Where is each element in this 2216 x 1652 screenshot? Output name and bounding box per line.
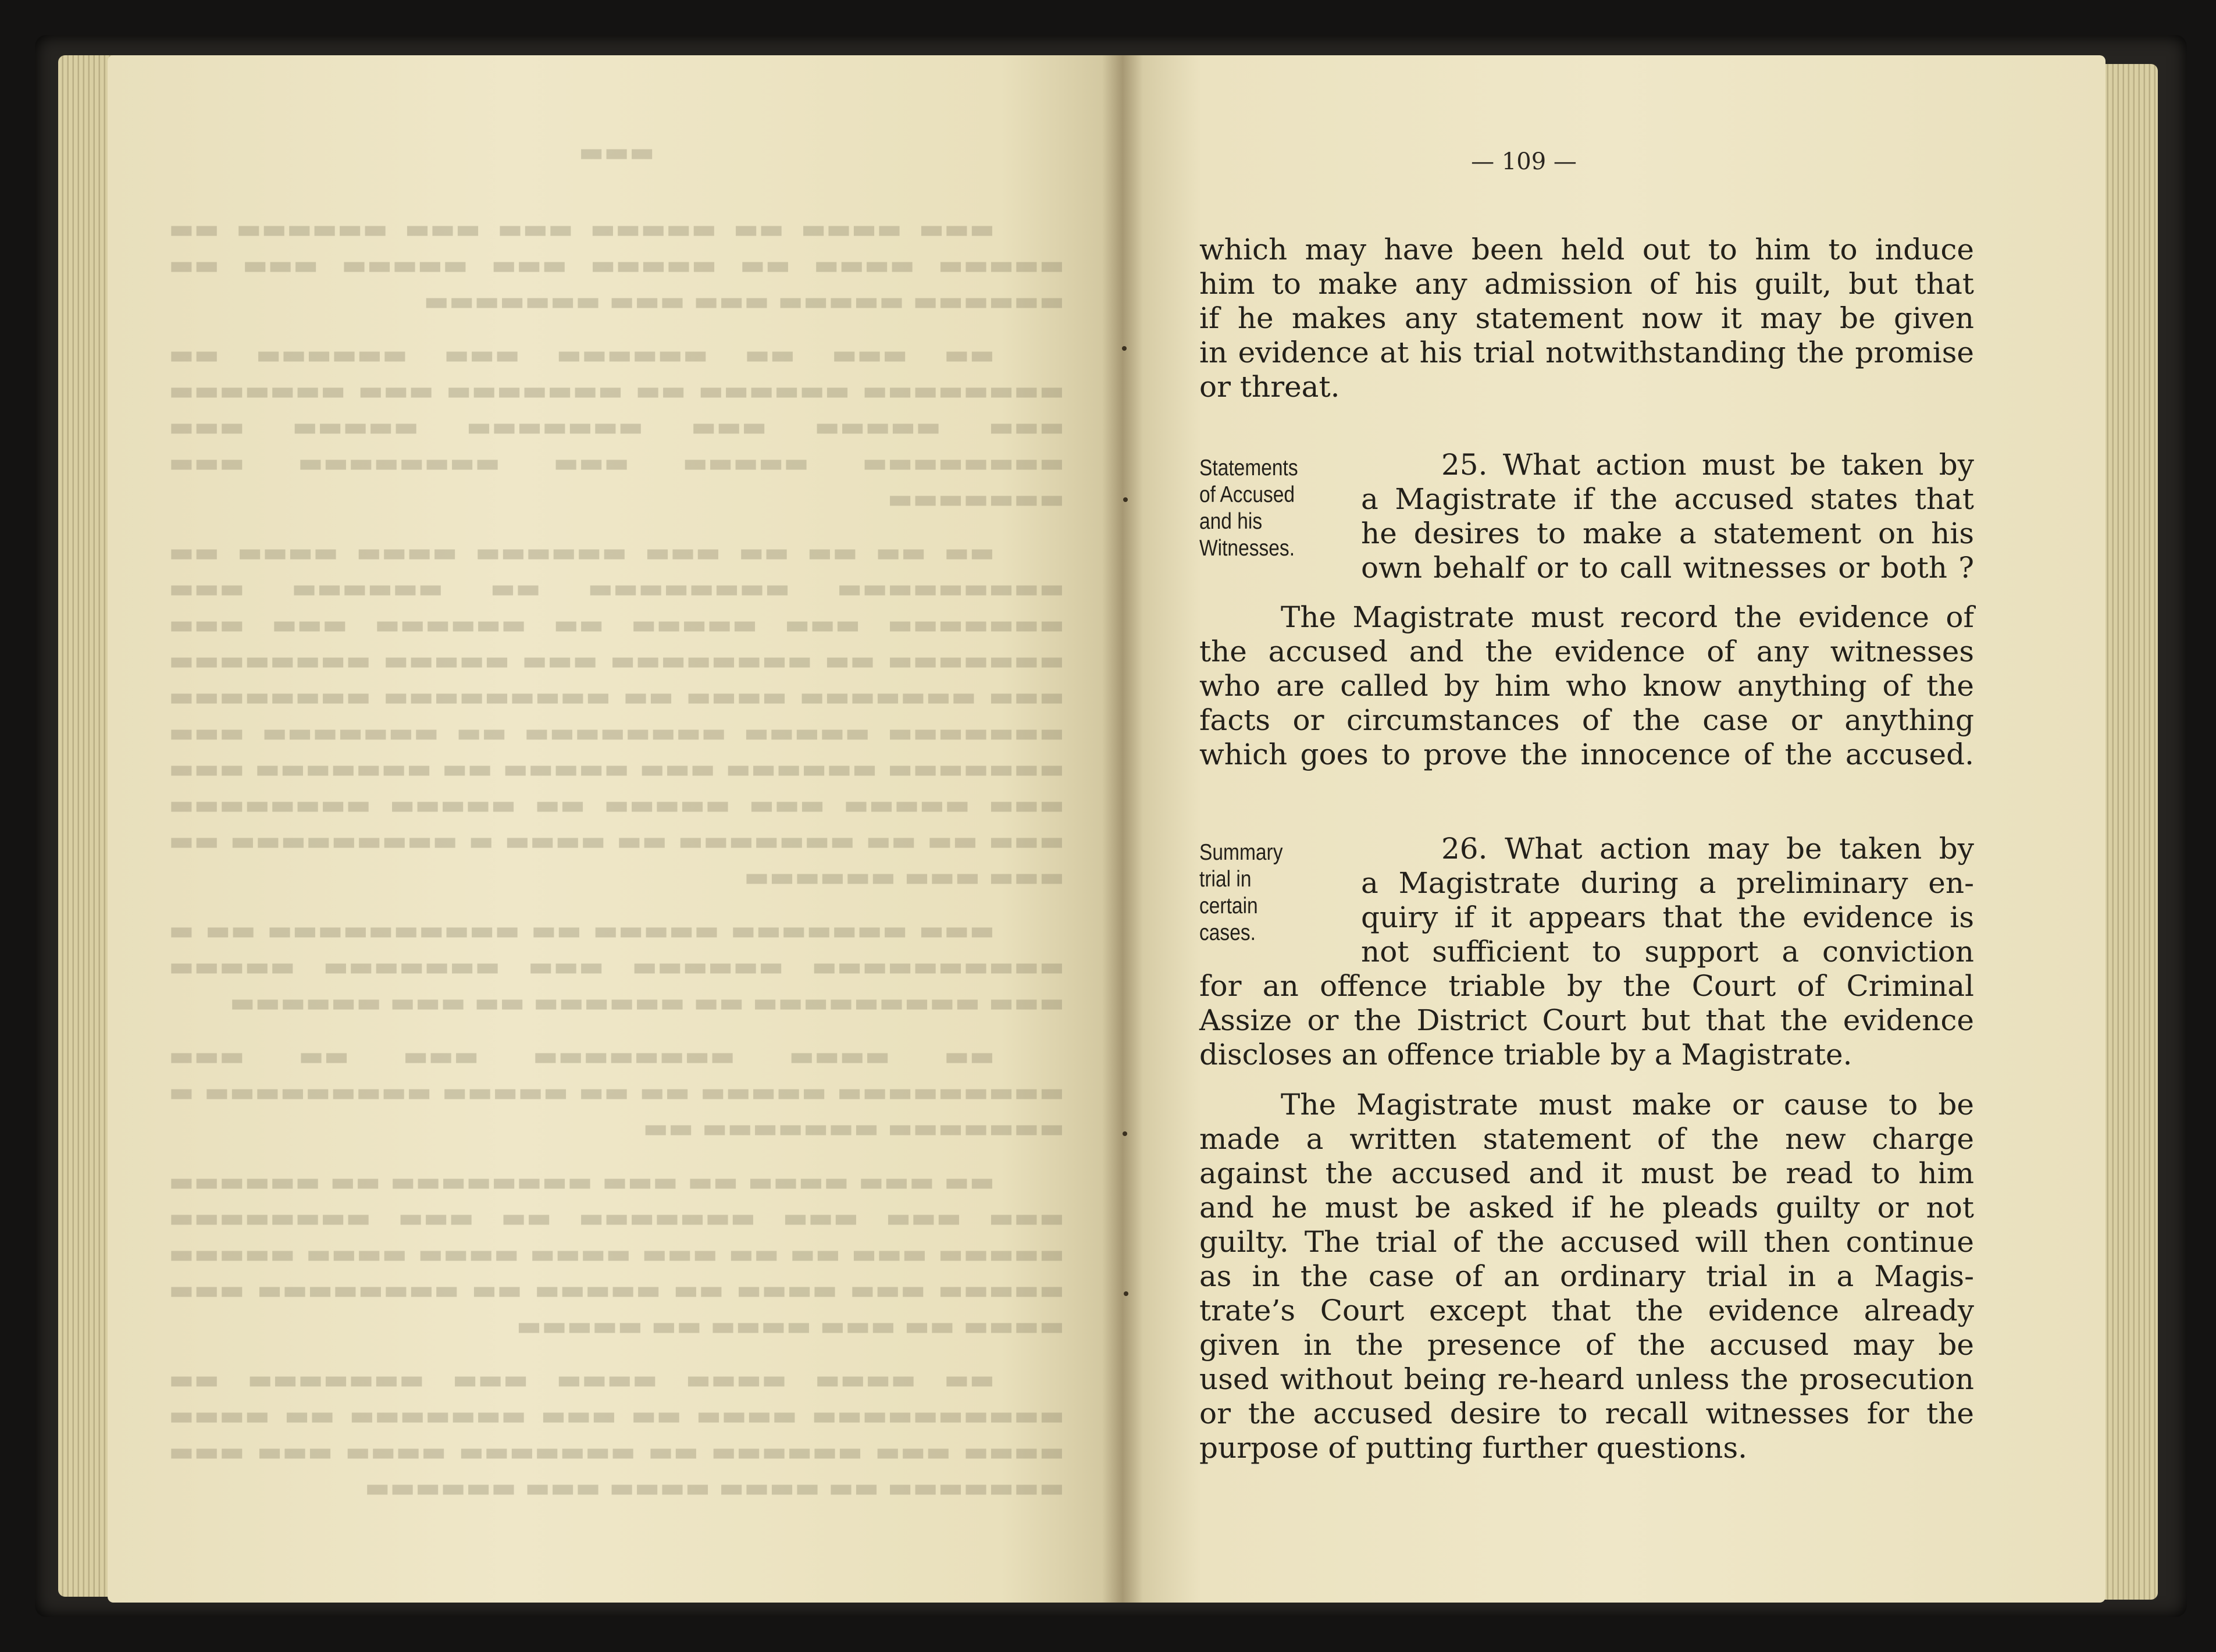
text-line: the accused and the evidence of any witnesses	[1199, 635, 1974, 668]
text-line: The Magistrate must make or cause to be	[1281, 1088, 1974, 1121]
text-line: and he must be asked if he pleads guilty or not	[1199, 1191, 1974, 1224]
text-line: own behalf or to call witnesses or both ?	[1361, 551, 1974, 585]
margin-note-line: trial in	[1199, 867, 1252, 892]
text-line: which may have been held out to him to induce	[1199, 233, 1974, 266]
margin-note-line: Summary	[1199, 840, 1283, 865]
margin-note-line: Witnesses.	[1199, 536, 1295, 561]
margin-note-line: of Accused	[1199, 482, 1295, 507]
question-25	[1361, 448, 1974, 585]
text-line: or the accused desire to recall witnesses for the	[1199, 1397, 1974, 1430]
text-line: not sufficient to support a conviction	[1361, 935, 1974, 969]
text-line: used without being re-heard unless the prosecution	[1199, 1362, 1974, 1396]
stitch-mark	[1122, 346, 1127, 351]
text-line: purpose of putting further questions.	[1199, 1431, 1748, 1465]
page-number: — 109 —	[1471, 148, 1577, 175]
text-line: guilty. The trial of the accused will then continue	[1199, 1225, 1974, 1259]
text-line: facts or circumstances of the case or anything	[1199, 703, 1974, 737]
stitch-mark	[1123, 497, 1128, 502]
left-page-bleed-through: ▬▬▬ ▬▬▬ ▬▬▬▬ ▬▬ ▬▬▬▬▬ ▬▬▬ ▬▬▬ ▬▬▬▬▬▬ ▬▬ ▬▬▬▬▬ ▬▬▬▬ ▬▬ ▬▬▬▬▬ ▬▬▬ ▬▬▬▬▬ ▬▬▬ ▬▬ ▬▬▬▬▬▬ ▬▬▬▬▬ ▬▬▬ ▬▬▬ ▬▬▬▬▬▬▬ ▬▬ ▬▬▬ ▬▬ ▬▬▬▬▬▬ ▬▬▬ ▬▬▬▬▬▬ ▬▬ ▬▬▬▬▬▬▬▬ ▬▬▬▬▬▬ ▬▬ ▬▬▬▬▬▬▬ ▬▬▬ ▬▬▬▬▬▬▬ ▬▬▬ ▬▬▬▬▬ ▬▬▬ ▬▬▬▬▬▬▬ ▬▬▬▬▬ ▬▬▬ ▬▬▬▬▬▬▬▬ ▬▬▬▬▬ ▬▬▬ ▬▬▬▬▬▬▬▬ ▬▬▬ ▬▬▬▬▬▬▬ ▬▬ ▬▬ ▬▬ ▬▬ ▬▬▬ ▬▬▬▬▬▬ ▬▬▬▬ ▬▬▬▬ ▬▬ ▬▬▬▬▬▬▬▬▬ ▬▬▬▬▬▬▬▬ ▬▬ ▬▬▬▬▬▬ ▬▬▬ ▬▬▬▬▬▬▬ ▬▬▬ ▬▬▬▬▬ ▬▬ ▬▬▬▬▬▬ ▬▬▬ ▬▬▬ ▬▬▬▬▬▬▬ ▬▬ ▬▬▬▬▬▬▬▬ ▬▬▬ ▬▬▬▬▬ ▬▬▬▬▬▬▬▬ ▬▬▬ ▬▬▬▬▬▬▬ ▬▬▬▬ ▬▬ ▬▬▬▬▬▬▬▬▬ ▬▬▬▬▬▬▬▬ ▬▬▬▬▬▬▬ ▬▬▬▬▬ ▬▬▬▬▬▬▬▬ ▬▬ ▬▬▬▬▬▬▬ ▬▬▬ ▬▬▬▬▬▬▬ ▬▬▬▬▬▬ ▬▬▬ ▬▬▬▬▬ ▬▬ ▬▬▬▬▬▬▬ ▬▬▬ ▬▬▬ ▬▬▬▬▬ ▬▬▬ ▬▬▬▬▬ ▬▬ ▬▬▬▬▬ ▬▬▬▬▬▬▬▬ ▬▬▬ ▬▬ ▬▬ ▬▬▬▬▬▬▬ ▬▬ ▬▬▬▬ ▬ ▬▬▬▬▬▬▬▬▬ ▬▬ ▬▬▬ ▬▬▬ ▬▬▬▬▬▬ ▬▬▬ ▬▬▬▬▬▬▬ ▬▬▬▬▬ ▬▬ ▬▬▬▬▬▬▬▬▬▬ ▬▬ ▬ ▬▬▬▬▬▬▬▬▬▬ ▬▬▬▬▬▬ ▬▬▬ ▬▬▬▬▬▬▬ ▬▬▬▬▬ ▬▬▬ ▬▬▬▬▬▬▬▬▬ ▬▬ ▬▬▬▬▬▬ ▬▬ ▬▬▬ ▬▬▬▬▬▬ ▬▬ ▬▬▬▬ ▬▬▬▬▬▬▬▬ ▬▬▬ ▬▬ ▬▬▬ ▬▬▬▬▬▬▬▬▬ ▬▬▬▬▬ ▬▬ ▬▬ ▬▬▬▬▬ ▬▬▬▬▬▬▬▬▬ ▬ ▬▬▬▬▬▬▬ ▬▬▬▬▬▬▬ ▬▬ ▬▬ ▬▬▬ ▬▬▬▬ ▬▬ ▬▬▬ ▬▬▬▬▬▬▬▬ ▬▬ ▬▬▬▬▬▬ ▬▬▬ ▬▬▬ ▬▬▬ ▬▬▬▬▬▬▬ ▬▬ ▬▬▬ ▬▬▬▬▬▬▬▬ ▬▬▬▬▬ ▬▬▬ ▬▬ ▬▬ ▬▬▬ ▬▬▬▬ ▬▬▬▬ ▬▬▬▬ ▬▬▬▬▬ ▬▬▬▬▬ ▬▬▬ ▬▬▬▬ ▬▬ ▬▬▬▬▬ ▬▬ ▬▬▬▬▬▬▬▬ ▬▬▬ ▬▬▬▬ ▬▬ ▬▬▬ ▬▬▬▬ ▬▬ ▬▬▬▬▬ ▬▬ ▬▬▬▬ ▬▬▬▬ ▬▬▬▬ ▬▬▬ ▬▬▬▬▬▬▬ ▬▬ ▬▬▬▬▬▬▬▬▬▬ ▬▬▬▬ ▬▬ ▬▬▬ ▬▬▬▬▬▬▬ ▬▬ ▬▬▬▬ ▬▬▬▬ ▬▬▬ ▬▬▬▬▬▬ ▬▬ ▬▬▬▬▬▬▬ ▬▬▬▬ ▬▬▬ ▬▬▬ ▬▬▬▬▬▬▬ ▬▬ ▬▬▬▬ ▬▬▬▬ ▬▬▬ ▬▬▬▬▬▬	[169, 136, 1064, 1503]
text-line: Assize or the District Court but that the evidence	[1199, 1003, 1974, 1037]
margin-note-line: cases.	[1199, 920, 1256, 945]
text-line: The Magistrate must record the evidence of	[1281, 600, 1974, 634]
stitch-mark	[1123, 1131, 1127, 1136]
text-line: a Magistrate if the accused states that	[1361, 482, 1974, 516]
text-line: given in the presence of the accused may be	[1199, 1328, 1974, 1362]
text-line: against the accused and it must be read to him	[1199, 1156, 1974, 1190]
text-line: if he makes any statement now it may be given	[1199, 301, 1974, 335]
text-line: or threat.	[1199, 370, 1340, 404]
margin-note-line: Statements	[1199, 455, 1298, 480]
text-line: him to make any admission of his guilt, but that	[1199, 267, 1974, 301]
answer-25	[1199, 600, 1974, 772]
gutter-shadow	[1102, 55, 1143, 1603]
text-line: quiry if it appears that the evidence is	[1361, 900, 1974, 934]
text-line: he desires to make a statement on his	[1361, 517, 1974, 550]
margin-note-line: and his	[1199, 509, 1263, 534]
question-26	[1361, 832, 1974, 969]
text-line: who are called by him who know anything of the	[1199, 669, 1974, 703]
question-26-continued	[1199, 969, 1974, 1072]
text-line: which goes to prove the innocence of the accused.	[1199, 738, 1974, 771]
text-line: 26. What action may be taken by	[1441, 832, 1974, 866]
continuation-paragraph	[1199, 233, 1974, 404]
text-line: 25. What action must be taken by	[1441, 448, 1974, 482]
text-line: made a written statement of the new charge	[1199, 1122, 1974, 1156]
margin-note-line: certain	[1199, 893, 1258, 918]
stitch-mark	[1124, 1291, 1128, 1296]
margin-note-summary-trial	[1199, 839, 1282, 946]
text-line: discloses an offence triable by a Magistrate.	[1199, 1038, 1852, 1071]
text-line: in evidence at his trial notwithstanding the promise	[1199, 336, 1974, 369]
text-line: a Magistrate during a preliminary en-	[1361, 866, 1974, 900]
text-line: for an offence triable by the Court of Criminal	[1199, 969, 1974, 1003]
text-line: trate’s Court except that the evidence already	[1199, 1294, 1974, 1327]
answer-26	[1199, 1088, 1974, 1465]
margin-note-statements	[1199, 455, 1298, 562]
text-line: as in the case of an ordinary trial in a Magis-	[1199, 1259, 1974, 1293]
